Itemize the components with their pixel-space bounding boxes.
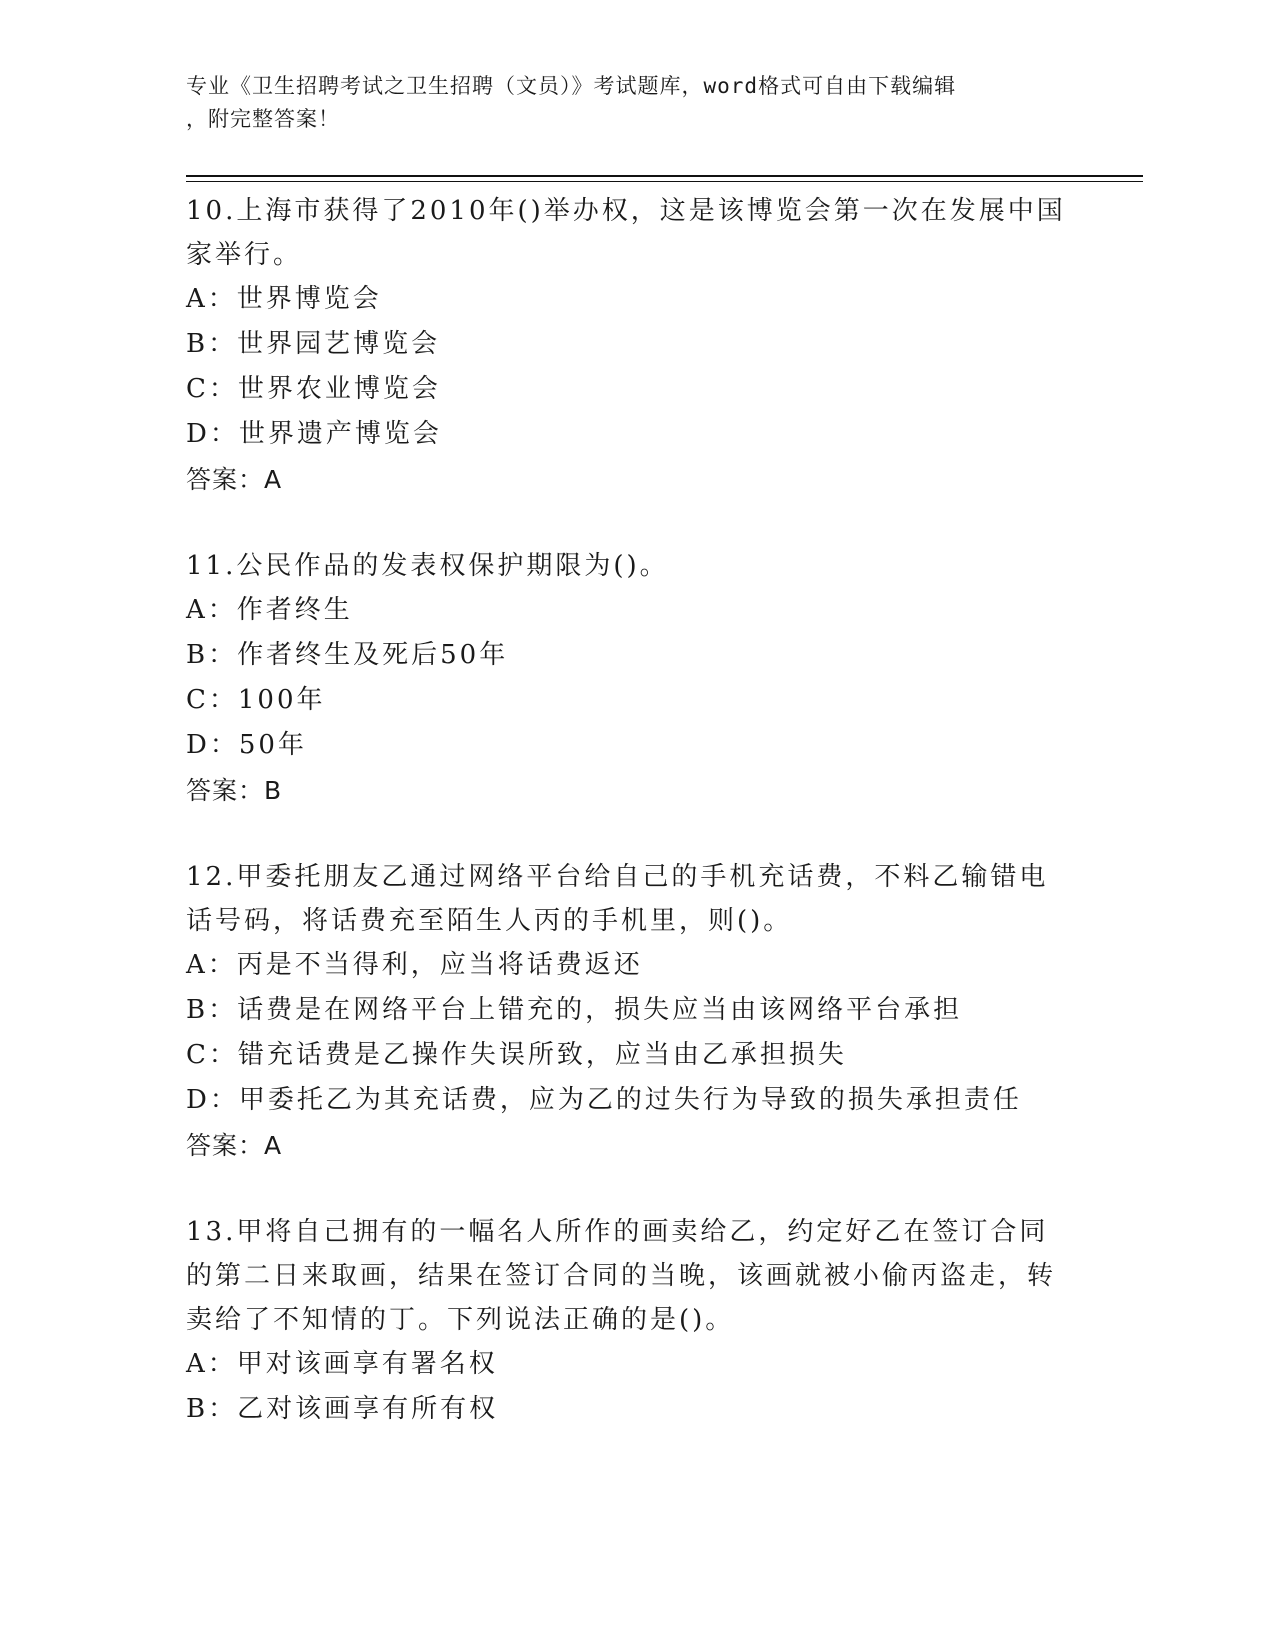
option-b: B：话费是在网络平台上错充的，损失应当由该网络平台承担 [186,995,963,1025]
question-stem: 11.公民作品的发表权保护期限为()。 [186,551,669,581]
option-b: B：乙对该画享有所有权 [186,1394,499,1424]
option-d: D：世界遗产博览会 [186,419,442,449]
option-b: B：作者终生及死后50年 [186,640,509,670]
answer-line: 答案：A [186,465,283,494]
question-10 [186,189,1076,502]
question-list [186,189,1076,1474]
question-stem: 13.甲将自己拥有的一幅名人所作的画卖给乙，约定好乙在签订合同的第二日来取画，结果在签订合同的当晚，该画就被小偷丙盗走，转卖给了不知情的丁。下列说法正确的是()。 [186,1217,1057,1335]
option-d: D：50年 [186,730,307,760]
option-d: D：甲委托乙为其充话费，应为乙的过失行为导致的损失承担责任 [186,1085,1022,1115]
option-a: A：丙是不当得利，应当将话费返还 [186,950,643,980]
header-divider-thick [186,175,1143,177]
option-a: A：作者终生 [186,595,353,625]
answer-line: 答案：B [186,776,283,805]
header-line-2: ，附完整答案！ [186,107,340,131]
option-c: C：错充话费是乙操作失误所致，应当由乙承担损失 [186,1040,847,1070]
option-a: A：甲对该画享有署名权 [186,1349,498,1379]
question-12 [186,855,1076,1168]
document-header [186,70,1066,136]
answer-line: 答案：A [186,1131,283,1160]
header-line-1: 专业《卫生招聘考试之卫生招聘（文员）》考试题库，word格式可自由下载编辑 [186,74,957,98]
option-b: B：世界园艺博览会 [186,329,441,359]
option-c: C：世界农业博览会 [186,374,441,404]
header-divider-thin [186,181,1143,182]
question-13 [186,1210,1076,1432]
question-stem: 12.甲委托朋友乙通过网络平台给自己的手机充话费，不料乙输错电话号码，将话费充至陌生人丙的手机里，则()。 [186,862,1049,936]
option-a: A：世界博览会 [186,284,382,314]
option-c: C：100年 [186,685,326,715]
question-stem: 10.上海市获得了2010年()举办权，这是该博览会第一次在发展中国家举行。 [186,196,1066,270]
question-11 [186,544,1076,813]
